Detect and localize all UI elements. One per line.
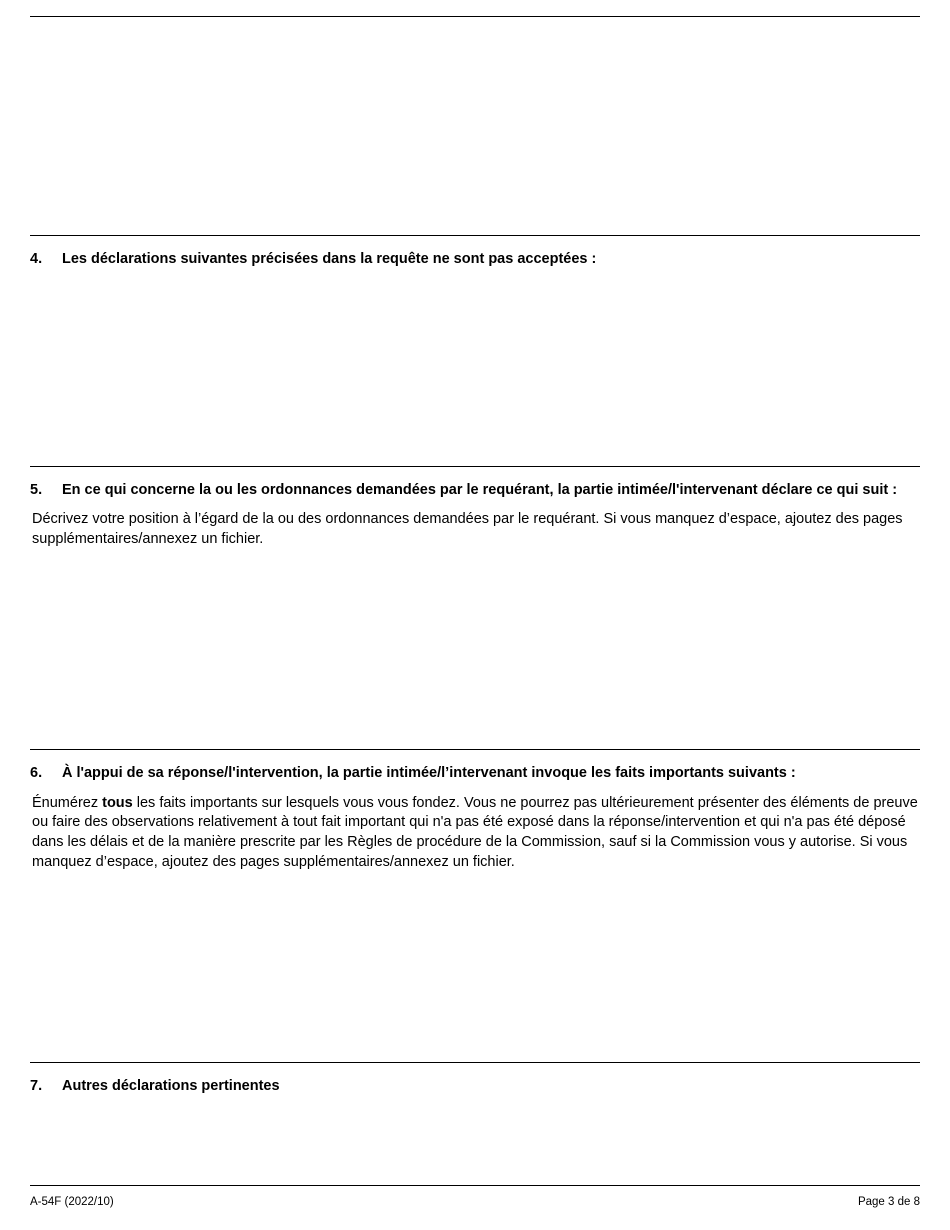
section-7-number: 7. <box>30 1078 43 1095</box>
divider-footer <box>30 1185 920 1186</box>
answer-area-previous[interactable] <box>30 17 920 235</box>
section-4-number: 4. <box>30 251 43 267</box>
answer-area-section-6[interactable] <box>30 872 920 1062</box>
section-4-title: Les déclarations suivantes précisées dans la requête ne sont pas acceptées : <box>62 251 597 267</box>
section-6-instructions-pre: Énumérez <box>32 794 103 811</box>
section-6-title: À l'appui de sa réponse/l'intervention, la partie intimée/l’intervenant invoque les faits importants suivants : <box>62 765 796 782</box>
section-5-number: 5. <box>30 481 43 498</box>
page-number: Page 3 de 8 <box>857 1196 920 1208</box>
section-7-title: Autres déclarations pertinentes <box>62 1078 280 1095</box>
answer-area-section-5[interactable] <box>30 549 920 749</box>
answer-area-section-7[interactable] <box>30 1097 920 1185</box>
section-7-heading <box>30 1077 920 1097</box>
section-6-heading <box>30 764 920 784</box>
section-6-instructions-post: les faits importants sur lesquels vous vous fondez. Vous ne pourrez pas ultérieurement présenter des éléments de preuve ou faire des observations relativement à tout fait important qui n'a pas été exposé dans la réponse/intervention et qui n'a pas été déposé dans les délais et de la manière prescrite par les Règles de procédure de la Commission, sauf si la Commission vous y autorise. Si vous manquez d’espace, ajoutez des pages supplémentaires/annexez un fichier. <box>32 794 918 870</box>
section-4-heading <box>30 250 920 270</box>
form-code: A-54F (2022/10) <box>30 1196 114 1208</box>
section-5-instructions: Décrivez votre position à l’égard de la ou des ordonnances demandées par le requérant. Si vous manquez d’espace, ajoutez des pages supplémentaires/annexez un fichier. <box>32 511 903 547</box>
answer-area-section-4[interactable] <box>30 270 920 466</box>
section-6-instructions <box>32 794 920 872</box>
section-6-instructions-emphasis: tous <box>102 794 133 811</box>
section-5-title: En ce qui concerne la ou les ordonnances demandées par le requérant, la partie intimée/l'intervenant déclare ce qui suit : <box>62 481 898 498</box>
section-5-heading <box>30 481 920 501</box>
page-footer <box>30 1196 920 1208</box>
section-6-number: 6. <box>30 765 43 782</box>
